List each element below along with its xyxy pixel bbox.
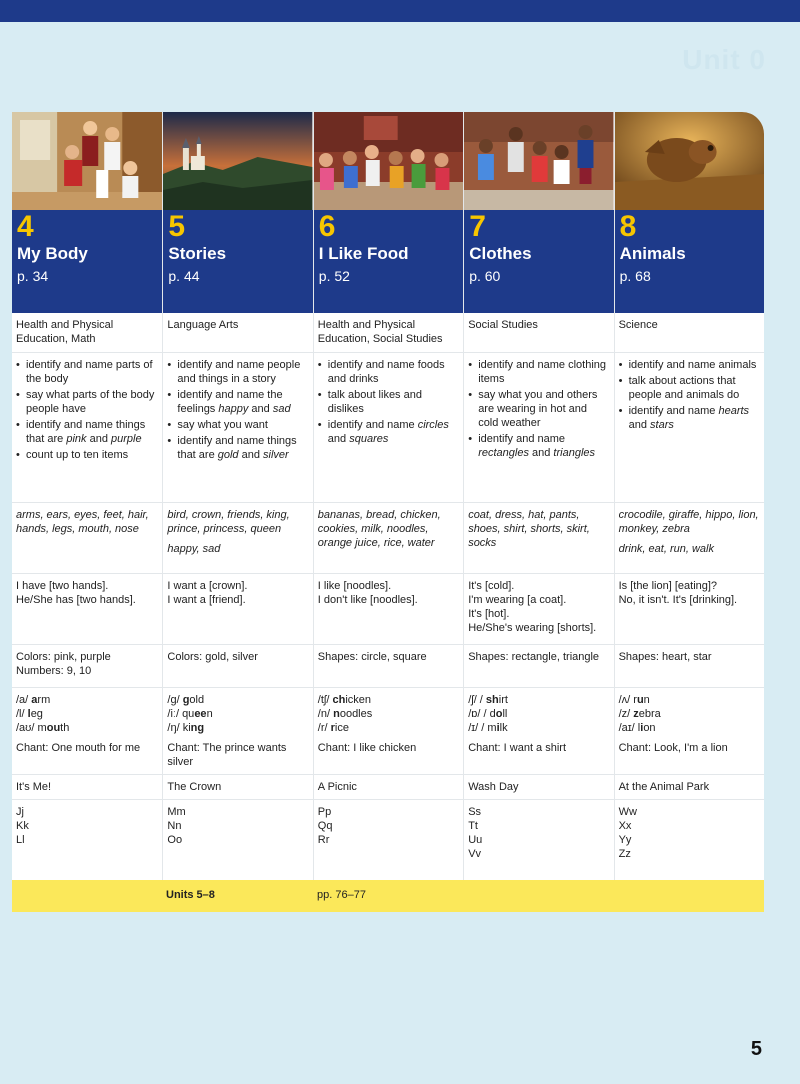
phonics-letters: a — [31, 694, 38, 706]
goal-emphasis: squares — [349, 433, 389, 445]
letter-pair: Pp — [317, 806, 332, 818]
letter-pair: Kk — [16, 820, 29, 832]
unit-number: 7 — [469, 210, 486, 243]
unit-title: Stories — [168, 244, 227, 263]
subject-cell: Social Studies — [464, 313, 613, 353]
goal-text: identify and name animals — [628, 359, 757, 371]
goal-emphasis: triangles — [553, 447, 595, 459]
concepts-cell — [464, 645, 613, 688]
phoneme: /r/ — [317, 722, 331, 734]
letters-cell — [12, 800, 162, 880]
grammar-cell — [464, 574, 613, 645]
letter-pair: Nn — [167, 820, 182, 832]
goal-item — [318, 388, 459, 416]
unit-photo — [464, 112, 613, 210]
phonics-cell — [314, 688, 463, 775]
story-cell: Wash Day — [464, 775, 613, 800]
goal-text: identify and name people and things in a story — [177, 359, 301, 385]
phonics-letters: l — [27, 708, 31, 720]
unit-column — [162, 112, 312, 912]
phonics-sound — [468, 721, 609, 735]
letter-pair: Ll — [16, 834, 25, 846]
phonics-sound — [16, 721, 158, 735]
phonics-word-part: ll — [502, 708, 508, 720]
phonics-sound — [16, 693, 158, 707]
goal-item — [16, 418, 158, 446]
goal-emphasis: sad — [272, 403, 291, 415]
phonics-word-part: l — [637, 722, 641, 734]
phonics-word-part: n — [206, 708, 213, 720]
unit-title: My Body — [17, 244, 88, 263]
phonics-word-part: ki — [182, 722, 191, 734]
unit-page: p. 44 — [168, 268, 200, 284]
goal-connector: and — [238, 449, 264, 461]
review-pages: pp. 76–77 — [317, 889, 366, 901]
vocabulary-cell — [12, 503, 162, 574]
vocabulary-list: happy, sad — [167, 543, 221, 555]
phoneme: /aɪ/ — [618, 722, 638, 734]
goal-emphasis: rectangles — [478, 447, 529, 459]
grammar-line: It's [hot]. — [468, 608, 510, 620]
vocabulary-list: coat, dress, hat, pants, shoes, shirt, shorts, skirt, socks — [468, 509, 590, 549]
page-number: 5 — [750, 1038, 762, 1060]
phonics-word-part: oodles — [339, 708, 373, 720]
review-units: Units 5–8 — [166, 889, 215, 901]
phonics-word-part: m — [37, 722, 47, 734]
phonics-sound — [167, 721, 308, 735]
vocabulary-cell — [163, 503, 312, 574]
goal-text: say what you want — [177, 419, 268, 431]
phoneme: /ʌ/ — [618, 694, 634, 706]
goal-text: identify and name things that are — [26, 419, 146, 445]
goal-emphasis: circles — [417, 419, 449, 431]
goal-item — [16, 448, 158, 462]
phonics-sound — [167, 693, 308, 707]
phonics-sound — [16, 707, 158, 721]
grammar-line: I want a [crown]. — [167, 580, 248, 592]
phonics-word-part: old — [189, 694, 205, 706]
phonics-letters: ch — [332, 694, 346, 706]
chant-title: Chant: I like chicken — [317, 742, 417, 754]
goals-cell — [314, 353, 463, 503]
concepts-cell — [12, 645, 162, 688]
letters-cell — [163, 800, 312, 880]
grammar-cell — [12, 574, 162, 645]
letter-pair: Zz — [618, 848, 631, 860]
grammar-cell — [163, 574, 312, 645]
letter-pair: Yy — [618, 834, 632, 846]
letter-pair: Oo — [167, 834, 183, 846]
grammar-line: Is [the lion] [eating]? — [618, 580, 718, 592]
goals-cell — [615, 353, 764, 503]
goal-text: identify and name clothing items — [478, 359, 606, 385]
grammar-line: It's [cold]. — [468, 580, 515, 592]
chant-title: Chant: The prince wants silver — [167, 742, 287, 768]
unit-header — [12, 210, 162, 313]
unit-photo — [615, 112, 764, 210]
phonics-letters: z — [633, 708, 639, 720]
goal-item — [167, 418, 308, 432]
goal-text: identify and name foods and drinks — [327, 359, 445, 385]
story-cell: The Crown — [163, 775, 312, 800]
phonics-letters: ou — [46, 722, 61, 734]
unit-number: 4 — [17, 210, 34, 243]
phonics-letters: g — [182, 694, 190, 706]
grammar-cell — [615, 574, 764, 645]
phonics-cell — [163, 688, 312, 775]
phonics-word-part: qu — [182, 708, 195, 720]
goal-item — [468, 432, 609, 460]
goal-emphasis: silver — [263, 449, 289, 461]
goal-item — [318, 418, 459, 446]
goal-connector: and — [628, 419, 651, 431]
concept-line: Shapes: rectangle, triangle — [468, 651, 600, 663]
goal-emphasis: happy — [218, 403, 249, 415]
vocabulary-cell — [464, 503, 613, 574]
phonics-word-part: r — [633, 694, 637, 706]
grammar-line: He/She has [two hands]. — [16, 594, 136, 606]
unit-column — [313, 112, 463, 912]
phonics-sound — [318, 707, 459, 721]
goal-item — [619, 374, 760, 402]
phonics-letters: ng — [190, 722, 205, 734]
concepts-cell — [314, 645, 463, 688]
phoneme: /ŋ/ — [167, 722, 183, 734]
goal-item — [619, 358, 760, 372]
goal-emphasis: pink — [66, 433, 87, 445]
goal-connector: and — [528, 447, 554, 459]
phonics-sound — [619, 721, 760, 735]
concept-line: Shapes: circle, square — [317, 651, 427, 663]
unit-column — [463, 112, 613, 912]
phoneme: /l/ — [16, 708, 28, 720]
phonics-letters: i — [640, 722, 644, 734]
goal-item — [16, 388, 158, 416]
phoneme: /ɪ/ / — [468, 722, 488, 734]
grammar-line: He/She's wearing [shorts]. — [468, 622, 597, 634]
goal-text: say what you and others are wearing in hot and cold weather — [478, 389, 598, 429]
vocabulary-list: arms, ears, eyes, feet, hair, hands, legs, mouth, nose — [16, 509, 149, 535]
goal-item — [16, 358, 158, 386]
phonics-sound — [167, 707, 308, 721]
subject-cell: Science — [615, 313, 764, 353]
phonics-sound — [619, 693, 760, 707]
letters-cell — [464, 800, 613, 880]
story-cell: At the Animal Park — [615, 775, 764, 800]
story-cell: A Picnic — [314, 775, 463, 800]
concept-line: Colors: gold, silver — [167, 651, 258, 663]
unit-number: 6 — [318, 210, 336, 243]
goal-emphasis: purple — [111, 433, 142, 445]
goal-item — [167, 358, 308, 386]
goal-emphasis: stars — [650, 419, 674, 431]
unit-column — [12, 112, 162, 912]
phonics-letters: i — [496, 722, 500, 734]
letter-pair: Tt — [468, 820, 478, 832]
unit-title: Clothes — [469, 244, 532, 263]
goal-text: identify and name things that are — [177, 435, 297, 461]
unit-photo — [314, 112, 463, 210]
letters-cell — [615, 800, 764, 880]
goal-item — [167, 388, 308, 416]
goal-item — [468, 388, 609, 430]
phonics-cell — [615, 688, 764, 775]
phoneme: /n/ — [317, 708, 334, 720]
letter-pair: Rr — [317, 834, 330, 846]
units-overview-table — [12, 112, 764, 912]
phonics-sound — [318, 721, 459, 735]
goal-text: identify and name the feelings — [177, 389, 283, 415]
unit-header — [464, 210, 613, 313]
phonics-letters: r — [330, 722, 335, 734]
subject-cell: Language Arts — [163, 313, 312, 353]
subject-cell: Health and Physical Education, Social Studies — [314, 313, 463, 353]
goals-cell — [464, 353, 613, 503]
phoneme: /iː/ — [167, 708, 183, 720]
goal-text: identify and name — [327, 419, 418, 431]
concept-line: Numbers: 9, 10 — [16, 665, 92, 677]
unit-photo — [12, 112, 162, 210]
phonics-word-part: eg — [30, 708, 43, 720]
vocabulary-list: drink, eat, run, walk — [618, 543, 714, 555]
unit-title: I Like Food — [318, 244, 409, 263]
unit-header — [163, 210, 312, 313]
unit-header — [314, 210, 463, 313]
goal-text: identify and name parts of the body — [26, 359, 153, 385]
phonics-word-part: th — [60, 722, 70, 734]
phonics-letters: o — [495, 708, 503, 720]
unit-photo — [163, 112, 312, 210]
phonics-sound — [468, 707, 609, 721]
goals-cell — [12, 353, 162, 503]
phonics-sound — [318, 693, 459, 707]
letter-pair: Mm — [167, 806, 186, 818]
vocabulary-list: bird, crown, friends, king, prince, princess, queen — [167, 509, 290, 535]
phonics-word-part: ebra — [638, 708, 661, 720]
concept-line: Shapes: heart, star — [618, 651, 712, 663]
unit-title: Animals — [619, 244, 686, 263]
letter-pair: Uu — [468, 834, 483, 846]
vocabulary-cell — [615, 503, 764, 574]
phoneme: /a/ — [16, 694, 32, 706]
phonics-word-part: ice — [334, 722, 349, 734]
goal-item — [468, 358, 609, 386]
grammar-line: I'm wearing [a coat]. — [468, 594, 567, 606]
phonics-letters: sh — [485, 694, 499, 706]
phonics-letters: n — [333, 708, 340, 720]
unit-page: p. 34 — [17, 268, 49, 284]
subject-cell: Health and Physical Education, Math — [12, 313, 162, 353]
phonics-letters: ee — [194, 708, 207, 720]
goal-connector: and — [248, 403, 273, 415]
phonics-word-part: lk — [499, 722, 508, 734]
unit-column — [614, 112, 764, 912]
phonics-sound — [619, 707, 760, 721]
unit-page: p. 68 — [619, 268, 651, 284]
vocabulary-list: crocodile, giraffe, hippo, lion, monkey, zebra — [618, 509, 759, 535]
letter-pair: Xx — [618, 820, 632, 832]
letter-pair: Jj — [16, 806, 24, 818]
phoneme: /g/ — [167, 694, 183, 706]
letters-cell — [314, 800, 463, 880]
unit-header — [615, 210, 764, 313]
phoneme: /z/ — [618, 708, 634, 720]
grammar-line: I have [two hands]. — [16, 580, 109, 592]
grammar-line: No, it isn't. It's [drinking]. — [618, 594, 738, 606]
unit-number: 8 — [619, 210, 637, 243]
goal-text: count up to ten items — [26, 449, 129, 461]
unit-page: p. 60 — [469, 268, 501, 284]
goal-text: talk about likes and dislikes — [327, 389, 422, 415]
phonics-word-part: d — [489, 708, 496, 720]
goals-cell — [163, 353, 312, 503]
goal-text: talk about actions that people and animals do — [628, 375, 740, 401]
phonics-word-part: m — [487, 722, 497, 734]
concepts-cell — [163, 645, 312, 688]
vocabulary-list: bananas, bread, chicken, cookies, milk, noodles, orange juice, rice, water — [317, 509, 441, 549]
goal-item — [167, 434, 308, 462]
phonics-word-part: irt — [498, 694, 508, 706]
phonics-word-part: on — [643, 722, 656, 734]
phonics-word-part: icken — [345, 694, 371, 706]
unit-number: 5 — [168, 210, 186, 243]
phonics-cell — [464, 688, 613, 775]
goal-connector: and — [86, 433, 112, 445]
top-banner — [0, 0, 800, 22]
goal-connector: and — [327, 433, 350, 445]
chant-title: Chant: One mouth for me — [16, 742, 141, 754]
grammar-line: I like [noodles]. — [317, 580, 392, 592]
review-band — [12, 880, 764, 912]
letter-pair: Ss — [468, 806, 482, 818]
grammar-line: I don't like [noodles]. — [317, 594, 418, 606]
concepts-cell — [615, 645, 764, 688]
phonics-word-part: n — [643, 694, 650, 706]
goal-text: say what parts of the body people have — [26, 389, 155, 415]
goal-text: identify and name — [478, 433, 566, 445]
grammar-cell — [314, 574, 463, 645]
phonics-sound — [468, 693, 609, 707]
goal-emphasis: hearts — [718, 405, 750, 417]
letter-pair: Ww — [618, 806, 637, 818]
unit-page: p. 52 — [318, 268, 350, 284]
story-cell: It's Me! — [12, 775, 162, 800]
phoneme: /tʃ/ — [317, 694, 333, 706]
grammar-line: I want a [friend]. — [167, 594, 246, 606]
phonics-letters: u — [636, 694, 644, 706]
phoneme: /ʃ/ / — [468, 694, 486, 706]
phoneme: /aʊ/ — [16, 722, 38, 734]
phoneme: /ɒ/ / — [468, 708, 490, 720]
chant-title: Chant: Look, I'm a lion — [618, 742, 728, 754]
goal-emphasis: gold — [217, 449, 239, 461]
phonics-word-part: rm — [37, 694, 51, 706]
goal-text: identify and name — [628, 405, 719, 417]
phonics-cell — [12, 688, 162, 775]
goal-item — [619, 404, 760, 432]
letter-pair: Vv — [468, 848, 482, 860]
vocabulary-cell — [314, 503, 463, 574]
faded-unit-title: Unit 0 — [682, 44, 766, 75]
goal-item — [318, 358, 459, 386]
chant-title: Chant: I want a shirt — [468, 742, 567, 754]
letter-pair: Qq — [317, 820, 333, 832]
concept-line: Colors: pink, purple — [16, 651, 111, 663]
